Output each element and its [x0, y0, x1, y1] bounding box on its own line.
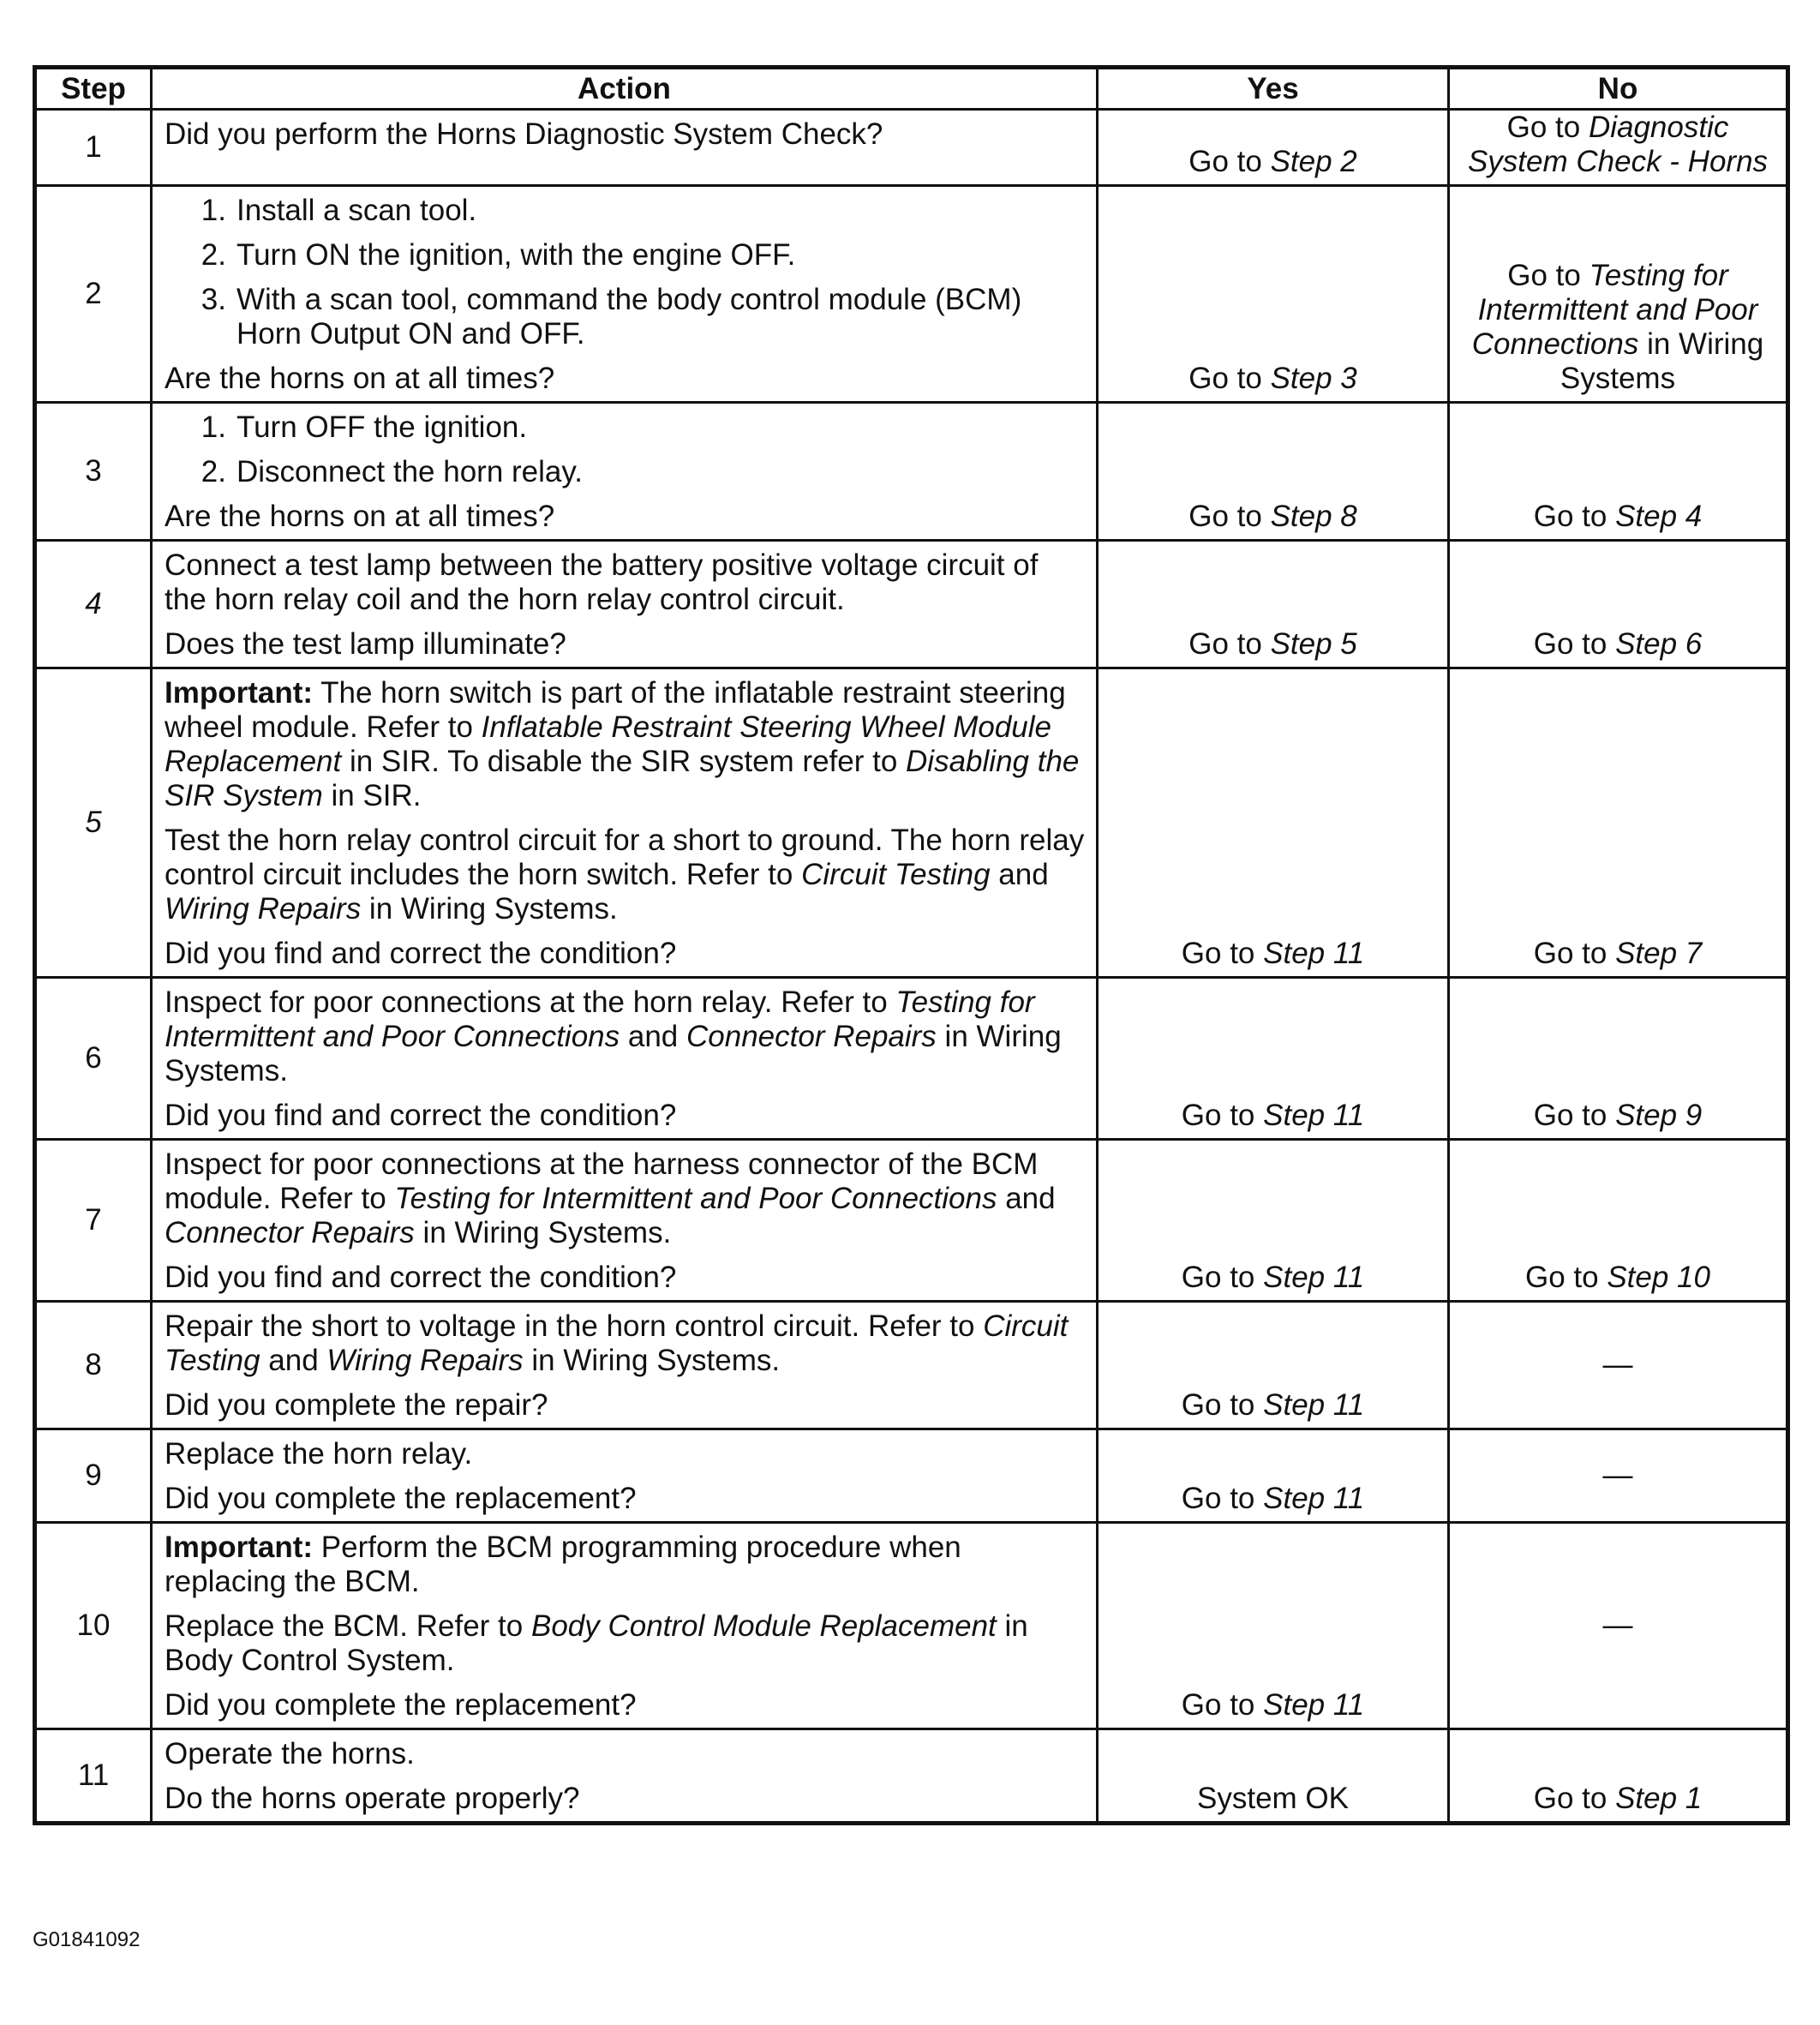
- no-result: [1449, 541, 1788, 668]
- step-number: 7: [35, 1140, 152, 1302]
- text-run: Go to: [1507, 259, 1590, 292]
- text-run: Go to: [1533, 627, 1616, 661]
- text-run: —: [1602, 1609, 1633, 1642]
- text-run: Install a scan tool.: [236, 194, 477, 227]
- list-item-number: 3.: [201, 283, 226, 316]
- action-paragraph: [165, 117, 1087, 152]
- text-run: and: [620, 1020, 686, 1053]
- action-paragraph: [165, 937, 1087, 971]
- yes-result: [1098, 110, 1449, 186]
- list-item-number: 2.: [201, 455, 226, 488]
- table-row: [35, 403, 1788, 541]
- text-run: Go to: [1188, 627, 1271, 661]
- reference-text: Wiring Repairs: [326, 1344, 524, 1377]
- text-run: Operate the horns.: [165, 1737, 415, 1770]
- reference-text: Step 11: [1263, 1388, 1365, 1422]
- no-result: [1449, 110, 1788, 186]
- text-run: and: [260, 1344, 327, 1377]
- text-run: Go to: [1181, 1688, 1264, 1722]
- step-number: 2: [35, 186, 152, 403]
- list-item: [165, 194, 1087, 228]
- action-cell: [152, 668, 1098, 978]
- no-result: [1449, 668, 1788, 978]
- table-row: [35, 541, 1788, 668]
- text-run: Disconnect the horn relay.: [236, 455, 584, 488]
- list-item-number: 1.: [201, 410, 226, 444]
- table-row: [35, 1429, 1788, 1523]
- action-paragraph: [165, 1688, 1087, 1722]
- yes-result: [1098, 1429, 1449, 1523]
- no-result: [1449, 1429, 1788, 1523]
- text-run: —: [1602, 1459, 1633, 1492]
- text-run: Go to: [1506, 111, 1589, 144]
- step-number: 4: [35, 541, 152, 668]
- action-cell: [152, 110, 1098, 186]
- action-paragraph: [165, 1531, 1087, 1599]
- yes-result: [1098, 1523, 1449, 1729]
- reference-text: Connector Repairs: [165, 1216, 415, 1249]
- table-header-row: [35, 68, 1788, 110]
- table-row: [35, 1302, 1788, 1429]
- text-run: Go to: [1533, 937, 1616, 970]
- table-row: [35, 186, 1788, 403]
- text-run: Did you find and correct the condition?: [165, 1099, 677, 1132]
- reference-text: Testing for Intermittent and Poor Connections: [1471, 259, 1758, 361]
- text-run: Inspect for poor connections at the harness connector of the BCM module. Refer to: [165, 1147, 1039, 1215]
- reference-text: Diagnostic System Check - Horns: [1467, 111, 1769, 178]
- step-number: 8: [35, 1302, 152, 1429]
- text-run: Turn ON the ignition, with the engine OFF.: [236, 238, 796, 272]
- action-paragraph: [165, 1147, 1087, 1250]
- yes-result: [1098, 978, 1449, 1140]
- text-run: —: [1602, 1348, 1633, 1381]
- step-number: 5: [35, 668, 152, 978]
- action-paragraph: [165, 500, 1087, 534]
- header-step: Step: [35, 68, 152, 110]
- text-run: and: [997, 1182, 1056, 1215]
- no-result: [1449, 186, 1788, 403]
- reference-text: Step 11: [1263, 1099, 1365, 1132]
- list-item: [165, 283, 1087, 351]
- reference-text: Step 7: [1615, 937, 1703, 970]
- header-no: No: [1449, 68, 1788, 110]
- text-run: Did you find and correct the condition?: [165, 937, 677, 970]
- text-run: in SIR.: [322, 779, 422, 812]
- yes-result: [1098, 541, 1449, 668]
- important-label: Important:: [165, 1531, 314, 1564]
- text-run: in Body Control System.: [165, 1609, 1028, 1677]
- text-run: in Wiring Systems.: [361, 892, 618, 926]
- list-item: [165, 455, 1087, 489]
- text-run: Test the horn relay control circuit for a short to ground. The horn relay control circuit includes the horn switch. Refer to: [165, 824, 1085, 891]
- text-run: in Wiring Systems.: [523, 1344, 781, 1377]
- step-number: 6: [35, 978, 152, 1140]
- reference-text: Step 11: [1263, 1482, 1365, 1515]
- action-paragraph: [165, 362, 1087, 396]
- reference-text: Step 11: [1263, 1261, 1365, 1294]
- reference-text: Disabling the SIR System: [165, 745, 1080, 812]
- text-run: Did you complete the replacement?: [165, 1688, 637, 1722]
- text-run: Are the horns on at all times?: [165, 500, 555, 533]
- step-number: 3: [35, 403, 152, 541]
- action-cell: [152, 978, 1098, 1140]
- reference-text: Inflatable Restraint Steering Wheel Module Replacement: [165, 710, 1051, 778]
- text-run: Replace the BCM. Refer to: [165, 1609, 531, 1643]
- action-paragraph: [165, 1388, 1087, 1423]
- text-run: and: [990, 858, 1049, 891]
- figure-id: G01841092: [33, 1928, 141, 1951]
- yes-result: [1098, 1729, 1449, 1824]
- step-number: 11: [35, 1729, 152, 1824]
- text-run: The horn switch is part of the inflatable restraint steering wheel module. Refer to: [165, 676, 1066, 744]
- text-run: Do the horns operate properly?: [165, 1782, 580, 1815]
- action-paragraph: [165, 1737, 1087, 1771]
- text-run: Replace the horn relay.: [165, 1437, 473, 1471]
- no-result: [1449, 978, 1788, 1140]
- no-result: [1449, 1523, 1788, 1729]
- action-cell: [152, 186, 1098, 403]
- reference-text: Wiring Repairs: [165, 892, 362, 926]
- reference-text: Body Control Module Replacement: [530, 1609, 997, 1643]
- text-run: Turn OFF the ignition.: [236, 410, 528, 444]
- no-result: [1449, 403, 1788, 541]
- list-item-number: 1.: [201, 194, 226, 227]
- text-run: in SIR. To disable the SIR system refer to: [341, 745, 907, 778]
- important-label: Important:: [165, 676, 314, 710]
- action-paragraph: [165, 1482, 1087, 1516]
- action-paragraph: [165, 1609, 1087, 1678]
- action-paragraph: [165, 676, 1087, 813]
- action-cell: [152, 1140, 1098, 1302]
- no-result: [1449, 1140, 1788, 1302]
- reference-text: Step 5: [1270, 627, 1357, 661]
- reference-text: Step 10: [1607, 1261, 1710, 1294]
- text-run: Go to: [1181, 1388, 1264, 1422]
- table-row: [35, 1140, 1788, 1302]
- yes-result: [1098, 1302, 1449, 1429]
- text-run: Go to: [1533, 1782, 1616, 1815]
- step-number: 9: [35, 1429, 152, 1523]
- text-run: Go to: [1188, 362, 1271, 395]
- text-run: Inspect for poor connections at the horn relay. Refer to: [165, 986, 896, 1019]
- text-run: Go to: [1188, 145, 1271, 178]
- action-cell: [152, 1523, 1098, 1729]
- list-item: [165, 410, 1087, 445]
- reference-text: Circuit Testing: [165, 1309, 1069, 1377]
- text-run: Go to: [1181, 937, 1264, 970]
- reference-text: Step 3: [1270, 362, 1357, 395]
- action-steps-list: [165, 194, 1087, 351]
- action-paragraph: [165, 1261, 1087, 1295]
- reference-text: Step 1: [1615, 1782, 1703, 1815]
- text-run: Go to: [1525, 1261, 1607, 1294]
- text-run: in Wiring Systems: [1560, 327, 1764, 395]
- table-body: [35, 110, 1788, 1824]
- action-cell: [152, 541, 1098, 668]
- action-cell: [152, 1729, 1098, 1824]
- action-paragraph: [165, 1099, 1087, 1133]
- text-run: Go to: [1533, 500, 1616, 533]
- header-yes: Yes: [1098, 68, 1449, 110]
- yes-result: [1098, 668, 1449, 978]
- text-run: Connect a test lamp between the battery positive voltage circuit of the horn relay coil and the horn relay control circuit.: [165, 548, 1039, 616]
- yes-result: [1098, 186, 1449, 403]
- reference-text: Step 11: [1263, 1688, 1365, 1722]
- table-row: [35, 978, 1788, 1140]
- action-paragraph: [165, 1309, 1087, 1378]
- text-run: Go to: [1181, 1261, 1264, 1294]
- table-row: [35, 668, 1788, 978]
- reference-text: Step 9: [1615, 1099, 1703, 1132]
- text-run: Go to: [1181, 1099, 1264, 1132]
- no-result: [1449, 1729, 1788, 1824]
- reference-text: Step 11: [1263, 937, 1365, 970]
- text-run: in Wiring Systems.: [165, 1020, 1062, 1087]
- table-row: [35, 1729, 1788, 1824]
- reference-text: Step 8: [1270, 500, 1357, 533]
- diagnostic-table: [33, 65, 1790, 1825]
- text-run: Did you find and correct the condition?: [165, 1261, 677, 1294]
- action-paragraph: [165, 1437, 1087, 1471]
- action-cell: [152, 403, 1098, 541]
- header-action: Action: [152, 68, 1098, 110]
- text-run: Repair the short to voltage in the horn control circuit. Refer to: [165, 1309, 984, 1343]
- action-cell: [152, 1302, 1098, 1429]
- reference-text: Step 6: [1615, 627, 1703, 661]
- table-row: [35, 110, 1788, 186]
- text-run: Are the horns on at all times?: [165, 362, 555, 395]
- step-number: 1: [35, 110, 152, 186]
- text-run: Does the test lamp illuminate?: [165, 627, 566, 661]
- text-run: Go to: [1188, 500, 1271, 533]
- yes-result: [1098, 1140, 1449, 1302]
- action-cell: [152, 1429, 1098, 1523]
- text-run: With a scan tool, command the body control module (BCM) Horn Output ON and OFF.: [236, 283, 1022, 350]
- action-paragraph: [165, 627, 1087, 662]
- text-run: in Wiring Systems.: [414, 1216, 672, 1249]
- text-run: Did you complete the replacement?: [165, 1482, 637, 1515]
- yes-result: [1098, 403, 1449, 541]
- list-item: [165, 238, 1087, 273]
- text-run: Did you perform the Horns Diagnostic System Check?: [165, 117, 883, 151]
- text-run: Perform the BCM programming procedure when replacing the BCM.: [165, 1531, 961, 1598]
- step-number: 10: [35, 1523, 152, 1729]
- action-paragraph: [165, 548, 1087, 617]
- reference-text: Step 4: [1615, 500, 1703, 533]
- text-run: System OK: [1197, 1782, 1349, 1815]
- reference-text: Testing for Intermittent and Poor Connections: [165, 986, 1035, 1053]
- action-paragraph: [165, 1782, 1087, 1816]
- action-paragraph: [165, 986, 1087, 1088]
- text-run: Go to: [1533, 1099, 1616, 1132]
- action-paragraph: [165, 824, 1087, 926]
- list-item-number: 2.: [201, 238, 226, 272]
- no-result: [1449, 1302, 1788, 1429]
- reference-text: Step 2: [1270, 145, 1357, 178]
- reference-text: Testing for Intermittent and Poor Connections: [394, 1182, 997, 1215]
- table-row: [35, 1523, 1788, 1729]
- reference-text: Circuit Testing: [801, 858, 991, 891]
- reference-text: Connector Repairs: [686, 1020, 937, 1053]
- text-run: Go to: [1181, 1482, 1264, 1515]
- text-run: Did you complete the repair?: [165, 1388, 548, 1422]
- action-steps-list: [165, 410, 1087, 489]
